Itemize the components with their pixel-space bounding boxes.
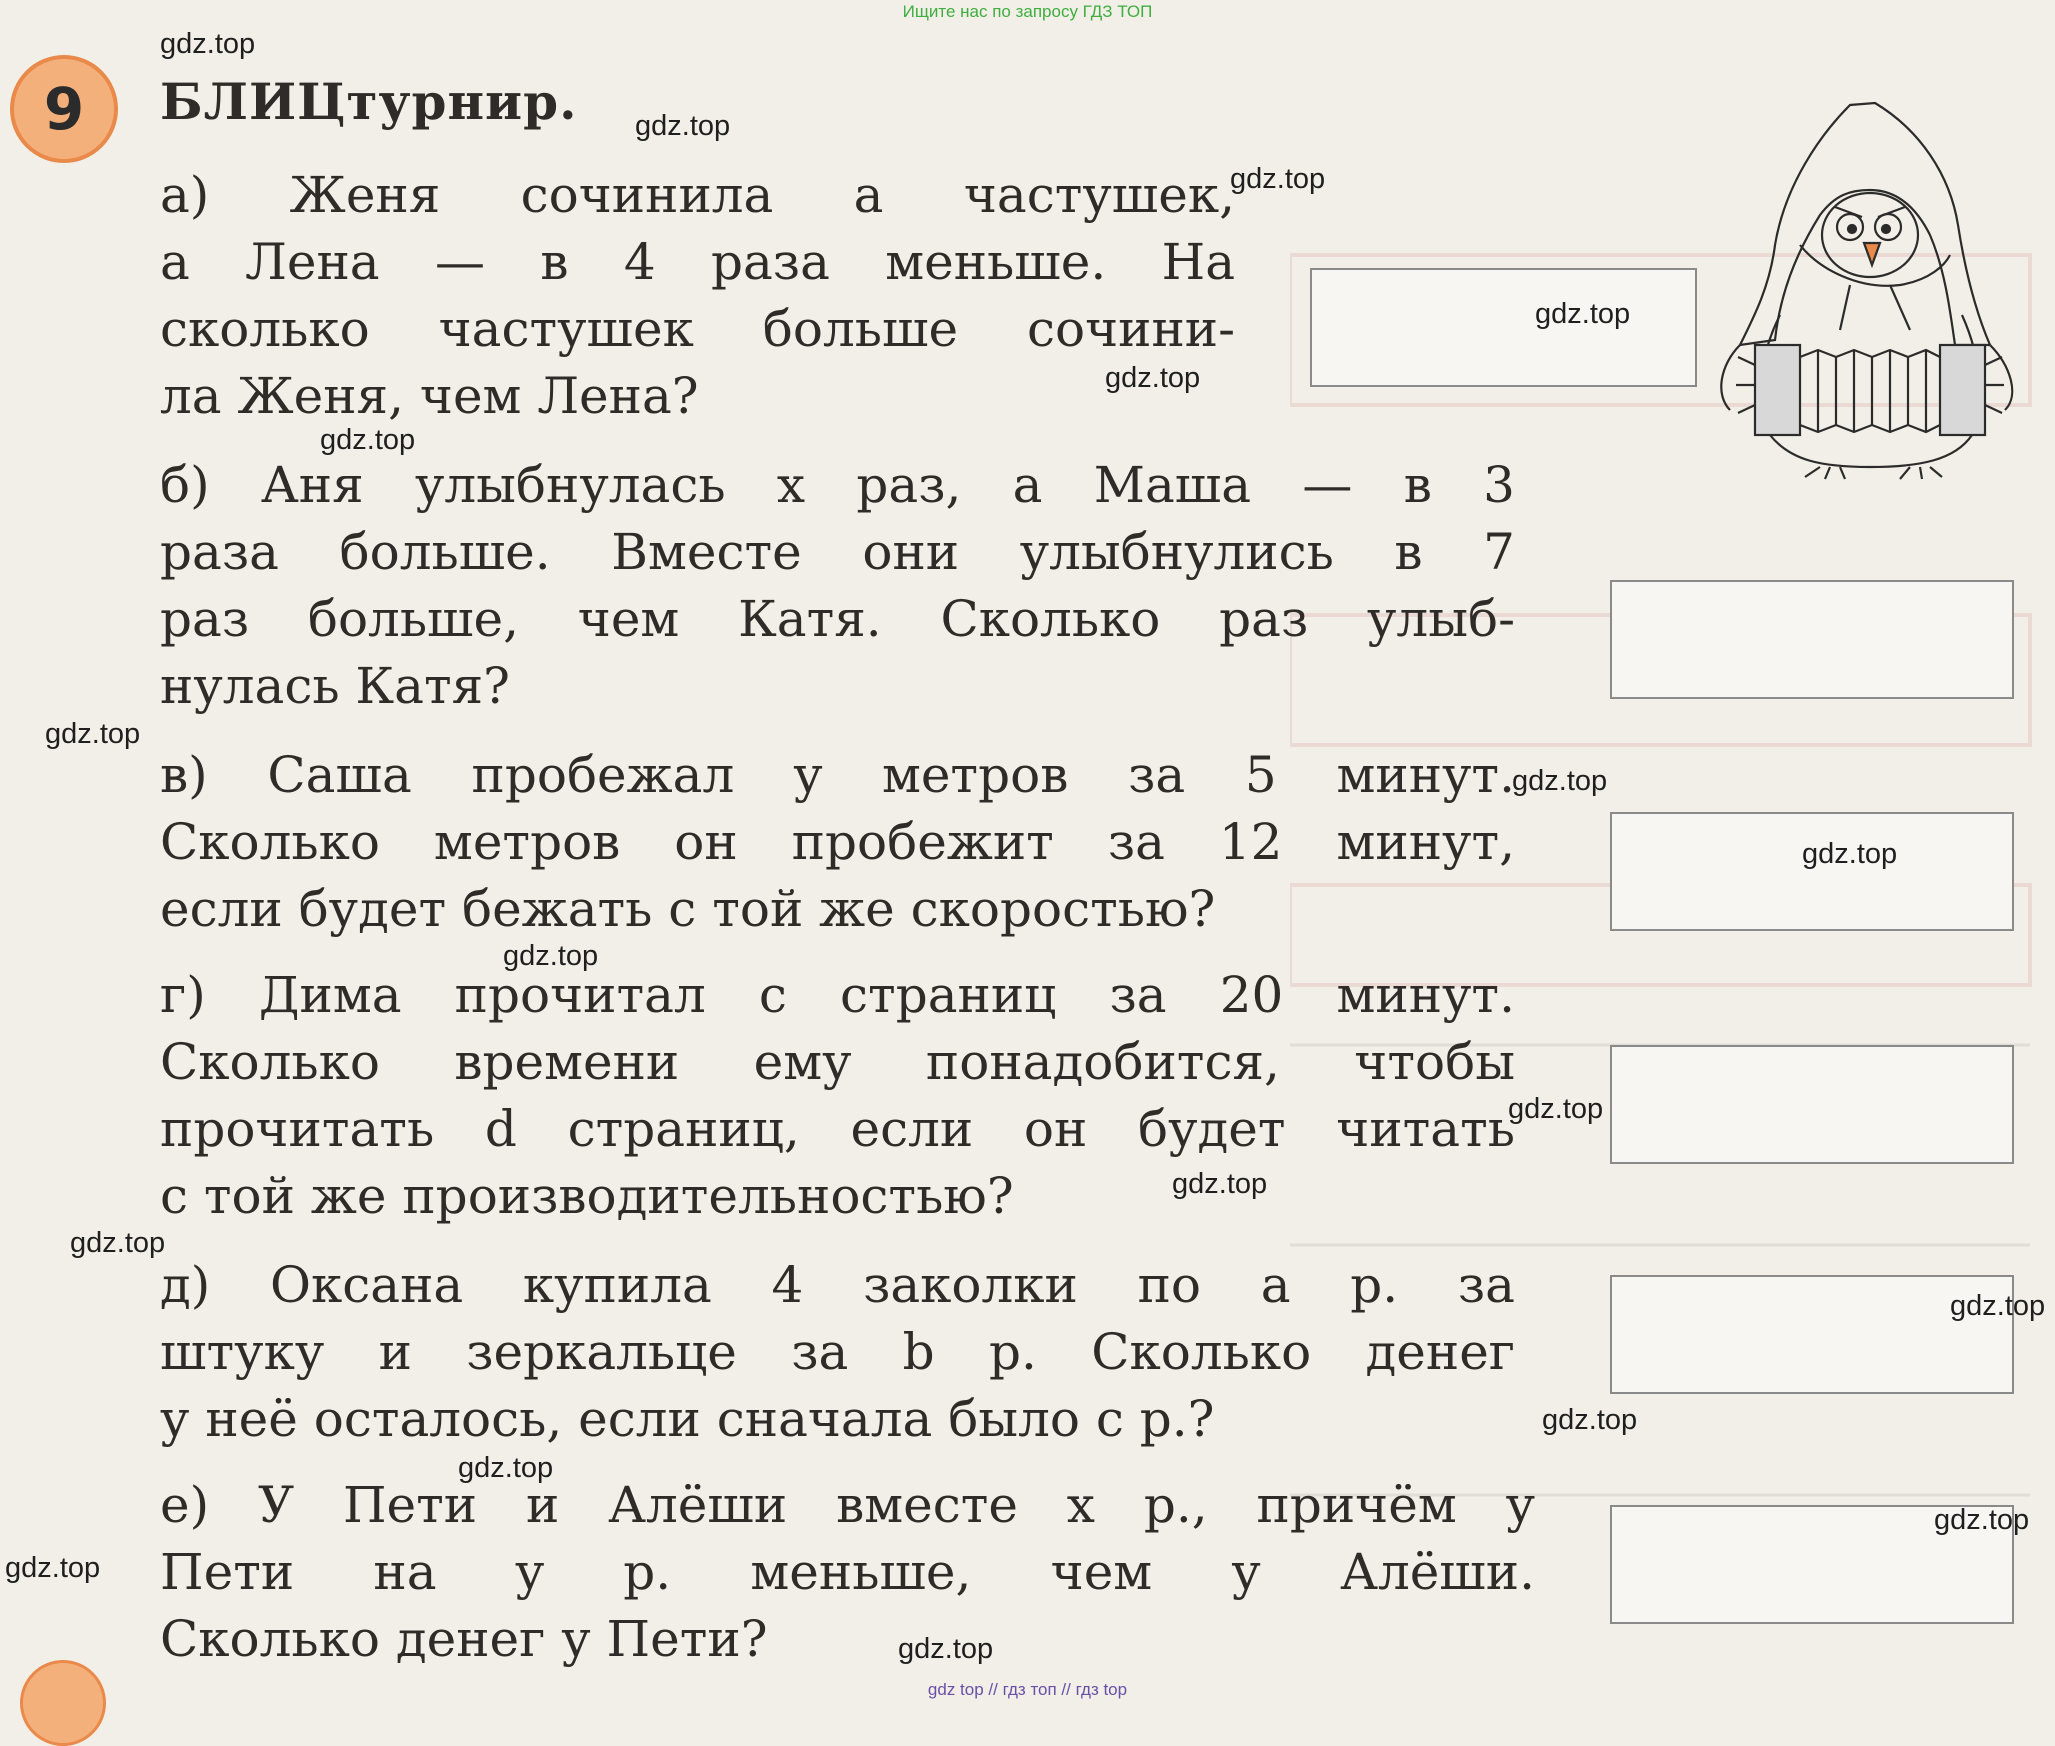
- problem-line: Сколько метров он пробежит за 12 минут,: [160, 813, 1515, 871]
- watermark: gdz.top: [320, 424, 416, 456]
- problem-line: Сколько денег у Пети?: [160, 1610, 768, 1668]
- problem-line: штуку и зеркальце за b р. Сколько денег: [160, 1323, 1515, 1381]
- bottom-banner[interactable]: gdz top // гдз топ // гдз top: [927, 1680, 1128, 1699]
- problem-line: а) Женя сочинила a частушек,: [160, 166, 1235, 224]
- answer-box-g[interactable]: [1610, 1045, 2014, 1164]
- top-banner[interactable]: Ищите нас по запросу ГДЗ ТОП: [902, 2, 1153, 21]
- answer-box-a[interactable]: [1310, 268, 1697, 387]
- problem-a: [160, 162, 1235, 430]
- problem-line: прочитать d страниц, если он будет читать: [160, 1100, 1515, 1158]
- watermark: gdz.top: [160, 28, 256, 60]
- watermark: gdz.top: [898, 1633, 994, 1665]
- watermark: gdz.top: [1950, 1290, 2046, 1322]
- problem-line: раз больше, чем Катя. Сколько раз улыб-: [160, 590, 1515, 648]
- problem-line: а Лена — в 4 раза меньше. На: [160, 233, 1235, 291]
- problem-line: нулась Катя?: [160, 657, 510, 715]
- task-number: 9: [43, 75, 85, 143]
- answer-box-b[interactable]: [1610, 580, 2014, 699]
- problem-line: сколько частушек больше сочини-: [160, 300, 1235, 358]
- problem-e: [160, 1472, 1535, 1673]
- task-title: БЛИЦтурнир.: [160, 72, 578, 131]
- problem-line: Сколько времени ему понадобится, чтобы: [160, 1033, 1515, 1091]
- problem-line: г) Дима прочитал c страниц за 20 минут.: [160, 966, 1515, 1024]
- watermark: gdz.top: [1230, 163, 1326, 195]
- problem-b: [160, 452, 1515, 720]
- problem-g: [160, 962, 1515, 1230]
- problem-line: Пети на y р. меньше, чем у Алёши.: [160, 1543, 1535, 1601]
- watermark: gdz.top: [45, 718, 141, 750]
- problem-line: если будет бежать с той же скоростью?: [160, 880, 1216, 938]
- task-number-badge: [10, 55, 118, 163]
- problem-line: ла Женя, чем Лена?: [160, 367, 699, 425]
- problem-line: е) У Пети и Алёши вместе x р., причём у: [160, 1476, 1535, 1534]
- watermark: gdz.top: [1508, 1093, 1604, 1125]
- watermark: gdz.top: [1535, 298, 1631, 330]
- next-task-badge: [20, 1660, 106, 1746]
- watermark: gdz.top: [1512, 765, 1608, 797]
- owl-with-accordion-illustration: [1700, 95, 2035, 480]
- watermark: gdz.top: [458, 1452, 554, 1484]
- problem-v: [160, 742, 1515, 943]
- problem-d: [160, 1252, 1515, 1453]
- watermark: gdz.top: [1934, 1504, 2030, 1536]
- watermark: gdz.top: [503, 940, 599, 972]
- problem-line: с той же производительностью?: [160, 1167, 1014, 1225]
- problem-line: раза больше. Вместе они улыбнулись в 7: [160, 523, 1515, 581]
- watermark: gdz.top: [1105, 362, 1201, 394]
- watermark: gdz.top: [1172, 1168, 1268, 1200]
- answer-box-v[interactable]: [1610, 812, 2014, 931]
- problem-line: в) Саша пробежал y метров за 5 минут.: [160, 746, 1515, 804]
- watermark: gdz.top: [1542, 1404, 1638, 1436]
- watermark: gdz.top: [70, 1227, 166, 1259]
- watermark: gdz.top: [635, 110, 731, 142]
- problem-line: д) Оксана купила 4 заколки по a р. за: [160, 1256, 1515, 1314]
- watermark: gdz.top: [5, 1552, 101, 1584]
- problem-line: у неё осталось, если сначала было c р.?: [160, 1390, 1215, 1448]
- watermark: gdz.top: [1802, 838, 1898, 870]
- problem-line: б) Аня улыбнулась x раз, а Маша — в 3: [160, 456, 1515, 514]
